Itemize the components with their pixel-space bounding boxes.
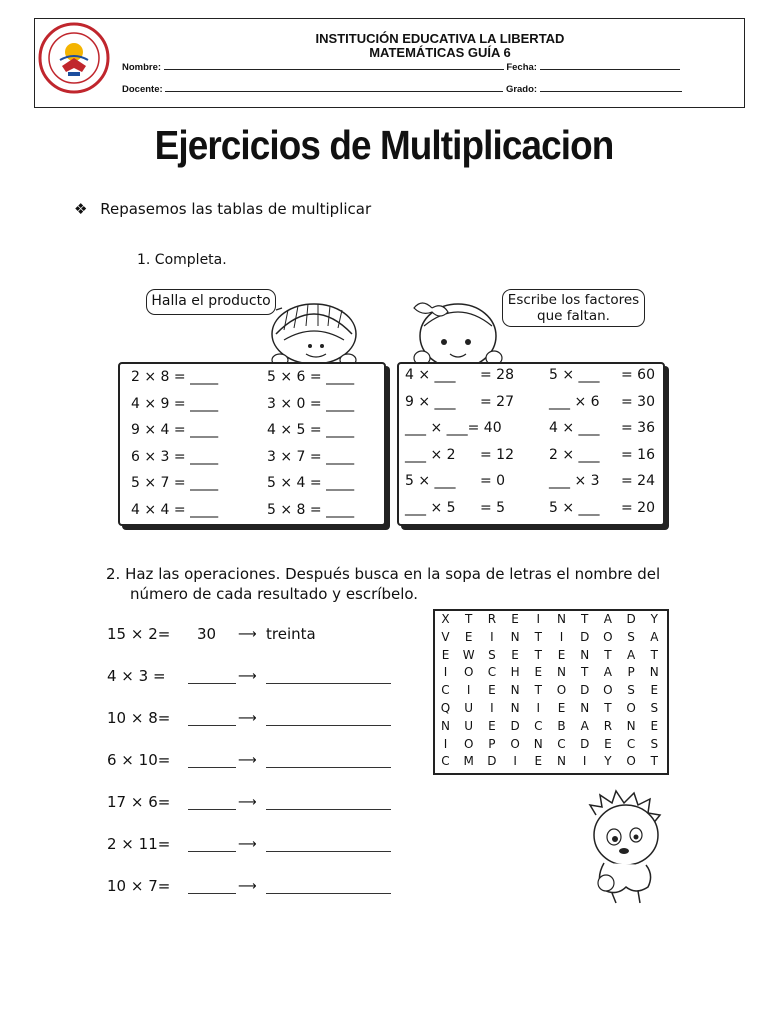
word-blank[interactable] — [266, 851, 391, 852]
grid-letter[interactable]: W — [462, 647, 475, 662]
grid-letter[interactable]: M — [463, 754, 474, 769]
grid-letter[interactable]: T — [534, 629, 542, 644]
grid-letter[interactable]: N — [649, 665, 659, 680]
item2-label-line1: 2. Haz las operaciones. Después busca en la sopa de letras el nombre del — [106, 565, 661, 583]
factor-cell[interactable]: = 5 — [480, 499, 506, 516]
grid-letter[interactable]: V — [441, 629, 450, 644]
grid-letter[interactable]: O — [463, 665, 474, 680]
factor-cell[interactable]: 5 × ___ — [405, 473, 456, 489]
grid-letter[interactable]: A — [603, 665, 612, 680]
grid-letter[interactable]: C — [441, 754, 450, 769]
product-cell[interactable]: 9 × 4 = ____ — [131, 422, 219, 438]
grid-letter[interactable]: O — [603, 683, 613, 698]
diamond-bullet-icon: ❖ — [74, 200, 88, 218]
left-table — [118, 362, 386, 526]
grid-letter[interactable]: N — [557, 665, 566, 680]
grid-letter[interactable]: I — [443, 736, 448, 751]
operation-expression: 15 × 2= — [107, 625, 171, 643]
grid-letter[interactable]: E — [604, 736, 612, 751]
word-blank[interactable] — [266, 683, 391, 684]
grid-letter[interactable]: T — [465, 612, 473, 626]
product-cell[interactable]: 4 × 9 = ____ — [131, 395, 219, 412]
word-blank[interactable] — [266, 809, 391, 810]
result-blank[interactable] — [188, 725, 236, 726]
grid-letter[interactable]: T — [604, 701, 612, 715]
grid-letter[interactable]: N — [441, 718, 450, 733]
nombre-row — [122, 60, 680, 73]
boy-illustration — [576, 785, 676, 905]
grid-letter[interactable]: C — [487, 665, 497, 680]
grid-letter[interactable]: E — [534, 665, 543, 680]
grid-letter[interactable]: P — [627, 665, 635, 680]
factor-cell[interactable]: ___ × 2 — [405, 446, 456, 463]
grid-letter[interactable]: T — [581, 612, 589, 626]
fecha-label: Fecha: — [506, 62, 537, 73]
grid-letter[interactable]: N — [510, 701, 520, 715]
grid-letter[interactable]: C — [534, 718, 543, 733]
factor-cell[interactable]: = 16 — [621, 446, 655, 463]
factor-cell[interactable]: ___ × 6 — [549, 393, 600, 410]
bubble-right: Escribe los factores que faltan. — [502, 289, 645, 327]
section-text: Repasemos las tablas de multiplicar — [100, 200, 372, 218]
docente-field[interactable] — [165, 82, 503, 92]
grid-letter[interactable]: S — [488, 647, 496, 662]
factor-cell[interactable]: 9 × ___ — [405, 393, 456, 410]
grid-letter[interactable]: T — [534, 647, 542, 662]
grid-letter[interactable]: O — [510, 736, 520, 751]
grid-letter[interactable]: R — [603, 718, 613, 733]
grid-letter[interactable]: I — [536, 701, 541, 715]
factor-cell[interactable]: = 60 — [621, 367, 655, 383]
grid-letter[interactable]: S — [627, 629, 635, 644]
grid-letter[interactable]: I — [443, 665, 448, 680]
product-cell[interactable]: 4 × 5 = ____ — [267, 422, 355, 438]
operation-expression: 10 × 7= — [107, 877, 171, 895]
fecha-field[interactable] — [540, 60, 680, 70]
grid-letter[interactable]: E — [557, 647, 566, 662]
grid-letter[interactable]: N — [557, 754, 566, 769]
grid-letter[interactable]: S — [650, 736, 659, 751]
factor-cell[interactable]: = 0 — [480, 473, 506, 489]
page-title: Ejercicios de Multiplicacion — [154, 122, 614, 168]
arrow-icon: ⟶ — [238, 837, 257, 852]
grid-letter[interactable]: Y — [604, 754, 612, 769]
grid-letter[interactable]: N — [510, 629, 520, 644]
grid-letter[interactable]: I — [490, 629, 494, 644]
result-blank[interactable] — [188, 767, 236, 768]
grid-letter[interactable]: N — [557, 612, 566, 626]
grid-letter[interactable]: A — [580, 718, 589, 733]
item1-label: 1. Completa. — [137, 252, 227, 268]
grid-letter[interactable]: I — [513, 754, 517, 769]
grid-letter[interactable]: D — [487, 754, 497, 769]
product-cell[interactable]: 3 × 7 = ____ — [267, 448, 355, 465]
grid-letter[interactable]: I — [582, 754, 587, 769]
grid-letter[interactable]: E — [488, 718, 496, 733]
factor-cell[interactable]: 2 × ___ — [549, 446, 600, 463]
grid-letter[interactable]: T — [534, 683, 542, 698]
grid-letter[interactable]: I — [466, 683, 471, 698]
factor-cell[interactable]: = 12 — [480, 446, 514, 463]
grid-letter[interactable]: E — [441, 647, 450, 662]
grid-letter[interactable]: O — [626, 701, 636, 715]
section-heading — [74, 200, 371, 218]
grid-letter[interactable]: X — [441, 612, 450, 626]
grid-letter[interactable]: A — [650, 629, 659, 644]
grid-letter[interactable]: P — [488, 736, 496, 751]
result-blank[interactable] — [188, 683, 236, 684]
grid-letter[interactable]: O — [603, 629, 613, 644]
grid-letter[interactable]: H — [510, 665, 520, 680]
bubble-left: Halla el producto — [146, 289, 276, 315]
arrow-icon: ⟶ — [238, 879, 257, 894]
factor-cell[interactable]: 4 × ___ — [405, 367, 456, 383]
grid-letter[interactable]: E — [511, 647, 519, 662]
school-logo — [38, 22, 110, 94]
school-name: INSTITUCIÓN EDUCATIVA LA LIBERTAD — [315, 31, 565, 46]
grid-letter[interactable]: I — [536, 612, 541, 626]
grid-letter[interactable]: T — [581, 665, 589, 680]
operation-expression: 10 × 8= — [107, 709, 171, 727]
docente-row — [122, 82, 682, 95]
arrow-icon: ⟶ — [238, 753, 257, 768]
operation-expression: 2 × 11= — [107, 835, 171, 853]
grid-letter[interactable]: I — [559, 629, 564, 644]
factor-cell[interactable]: = 28 — [480, 367, 514, 383]
factor-cell[interactable]: = 20 — [621, 499, 655, 516]
grid-letter[interactable]: U — [464, 701, 474, 715]
product-cell[interactable]: 5 × 4 = ____ — [267, 475, 355, 491]
grid-letter[interactable]: E — [511, 612, 519, 626]
factor-cell[interactable]: 5 × ___ — [549, 367, 600, 383]
kids-illustration — [262, 300, 522, 370]
grid-letter[interactable]: O — [463, 736, 474, 751]
grid-letter[interactable]: E — [464, 629, 473, 644]
grid-letter[interactable]: D — [510, 718, 520, 733]
grid-letter[interactable]: S — [627, 683, 635, 698]
factor-cell[interactable]: = 30 — [621, 393, 655, 410]
grid-letter[interactable]: N — [626, 718, 636, 733]
grid-letter[interactable]: A — [626, 647, 636, 662]
docente-label: Docente: — [122, 84, 163, 95]
factor-cell[interactable]: = 27 — [480, 393, 514, 410]
grid-letter[interactable]: E — [650, 718, 659, 733]
grid-letter[interactable]: E — [534, 754, 543, 769]
grid-letter[interactable]: O — [556, 683, 567, 698]
factor-cell[interactable]: ___ × 5 — [405, 499, 456, 516]
grid-letter[interactable]: Q — [440, 701, 451, 715]
factor-cell[interactable]: 4 × ___ — [549, 420, 600, 436]
result-blank[interactable] — [188, 809, 236, 810]
nombre-label: Nombre: — [122, 62, 162, 73]
product-cell[interactable]: 5 × 6 = ____ — [267, 369, 355, 385]
operation-result: 30 — [197, 625, 217, 643]
product-cell[interactable]: 5 × 8 = ____ — [267, 501, 355, 518]
grid-letter[interactable]: C — [441, 683, 450, 698]
grid-letter[interactable]: A — [603, 612, 612, 626]
grado-label: Grado: — [505, 84, 538, 95]
word-blank[interactable] — [266, 893, 391, 894]
grid-letter[interactable]: E — [488, 683, 496, 698]
result-blank[interactable] — [188, 893, 236, 894]
product-cell[interactable]: 3 × 0 = ____ — [267, 395, 355, 412]
word-blank[interactable] — [266, 725, 391, 726]
product-cell[interactable]: 2 × 8 = ____ — [131, 369, 219, 385]
grid-letter[interactable]: D — [580, 629, 590, 644]
grid-letter[interactable]: N — [510, 683, 520, 698]
item2-label-line2: número de cada resultado y escríbelo. — [130, 585, 419, 603]
grid-letter[interactable]: S — [650, 701, 659, 715]
grid-letter[interactable]: D — [580, 736, 590, 751]
grid-letter[interactable]: N — [580, 701, 590, 715]
guide-title: MATEMÁTICAS GUÍA 6 — [369, 45, 511, 60]
factor-cell[interactable]: 5 × ___ — [549, 499, 600, 516]
operation-expression: 17 × 6= — [107, 793, 171, 811]
nombre-field[interactable] — [164, 60, 504, 70]
grid-letter[interactable]: N — [533, 736, 543, 751]
grid-letter[interactable]: D — [626, 612, 636, 626]
grid-letter[interactable]: E — [557, 701, 566, 715]
arrow-icon: ⟶ — [238, 711, 257, 726]
grid-letter[interactable]: T — [650, 754, 658, 769]
arrow-icon: ⟶ — [238, 627, 257, 642]
arrow-icon: ⟶ — [238, 795, 257, 810]
grid-letter[interactable]: Y — [650, 612, 658, 626]
grid-letter[interactable]: R — [487, 612, 497, 626]
grid-letter[interactable]: T — [604, 647, 612, 662]
product-cell[interactable]: 4 × 4 = ____ — [131, 501, 219, 518]
factor-cell[interactable]: = 36 — [621, 420, 655, 436]
grid-letter[interactable]: T — [650, 647, 658, 662]
factor-cell[interactable]: = 24 — [621, 473, 655, 489]
operation-word: treinta — [266, 625, 316, 643]
word-blank[interactable] — [266, 767, 391, 768]
result-blank[interactable] — [188, 851, 236, 852]
factor-cell[interactable]: ___ × ___= 40 — [405, 420, 502, 436]
grid-letter[interactable]: N — [580, 647, 590, 662]
grid-letter[interactable]: C — [557, 736, 566, 751]
factor-cell[interactable]: ___ × 3 — [549, 473, 600, 489]
grid-letter[interactable]: D — [580, 683, 590, 698]
arrow-icon: ⟶ — [238, 669, 257, 684]
operation-expression: 4 × 3 = — [107, 667, 166, 685]
grid-letter[interactable]: O — [626, 754, 636, 769]
product-cell[interactable]: 6 × 3 = ____ — [131, 448, 219, 465]
grid-letter[interactable]: C — [626, 736, 636, 751]
grado-field[interactable] — [540, 82, 682, 92]
grid-letter[interactable]: E — [650, 683, 659, 698]
grid-letter[interactable]: I — [490, 701, 494, 715]
grid-letter[interactable]: U — [464, 718, 474, 733]
right-table — [397, 362, 665, 526]
word-search-grid — [433, 609, 669, 775]
product-cell[interactable]: 5 × 7 = ____ — [131, 475, 219, 491]
grid-letter[interactable]: B — [557, 718, 566, 733]
operation-expression: 6 × 10= — [107, 751, 171, 769]
